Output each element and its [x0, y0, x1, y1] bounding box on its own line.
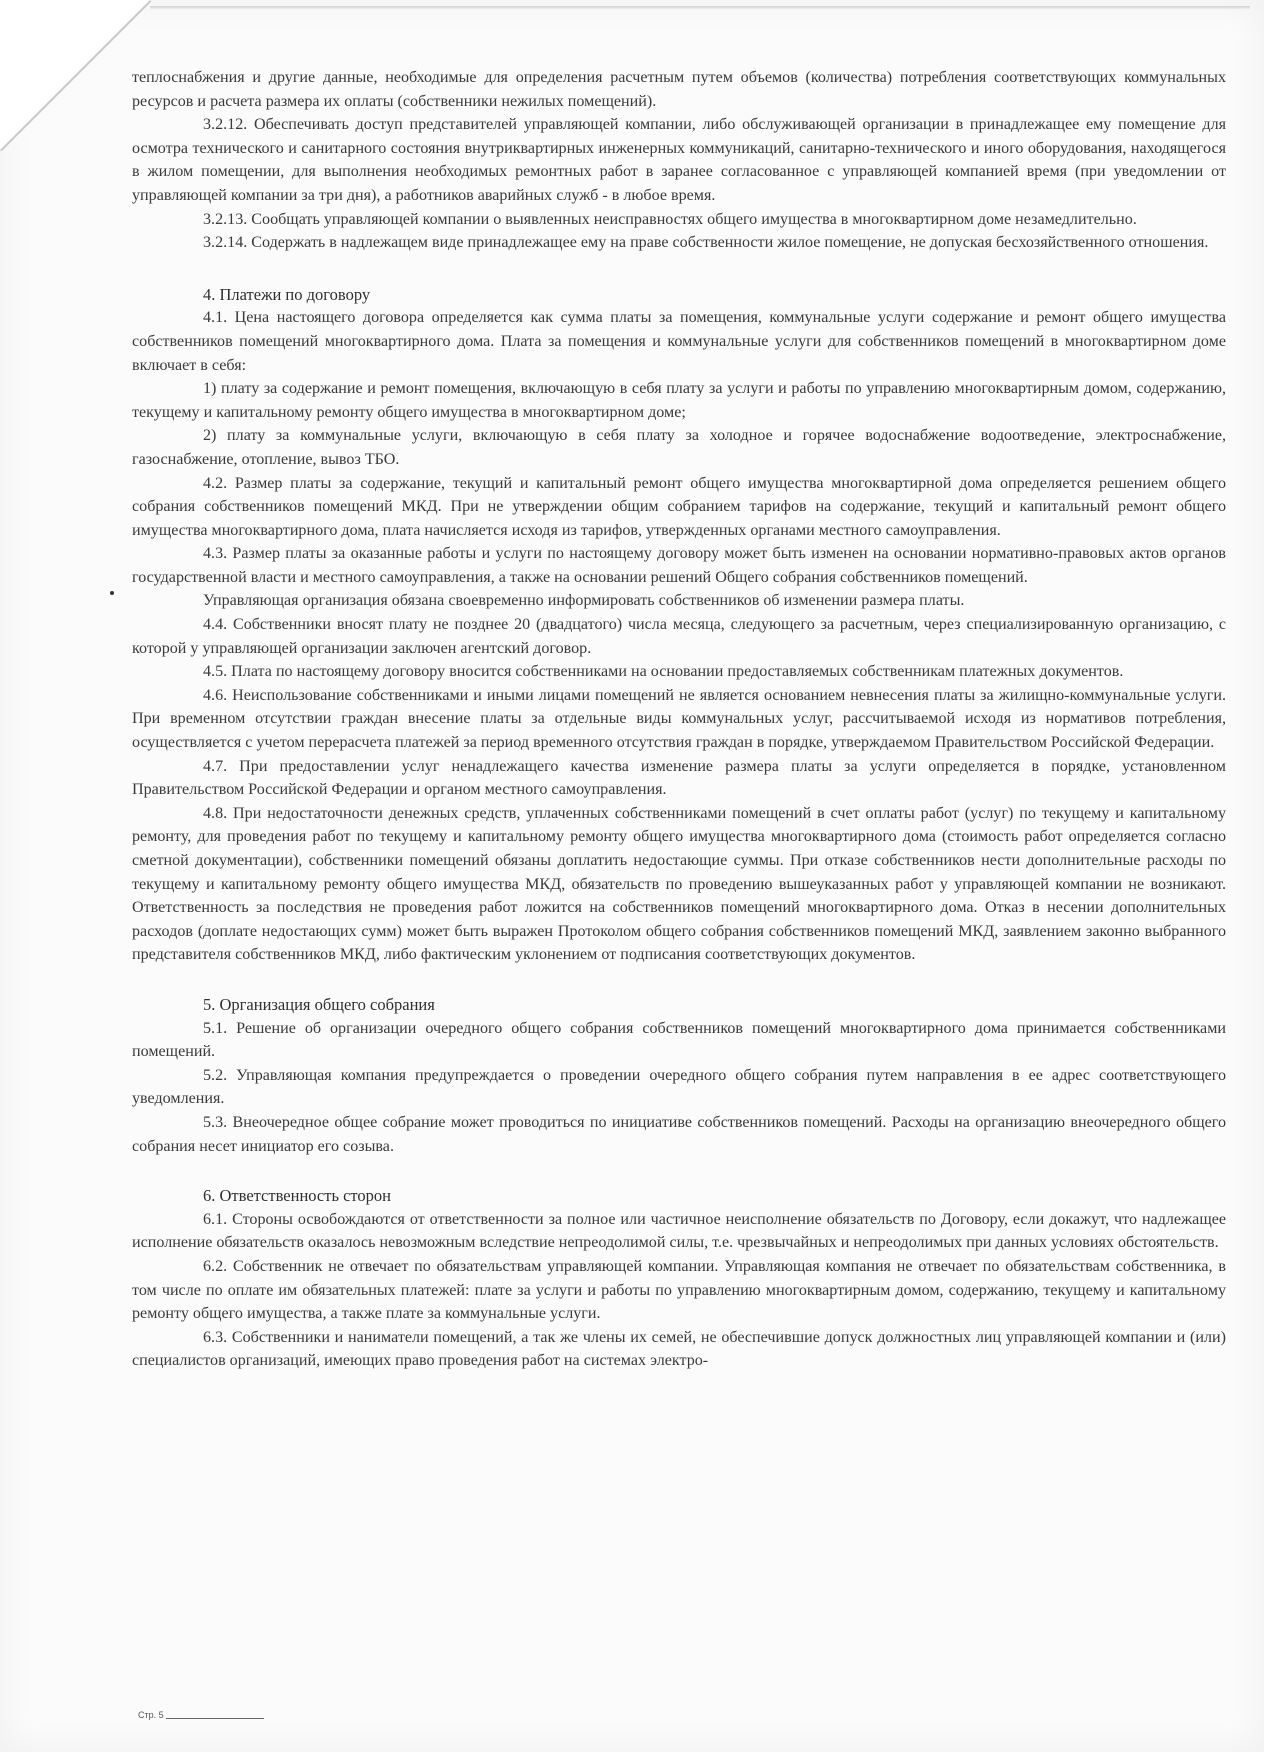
page-footer [138, 1710, 264, 1720]
paragraph-3-2-13: 3.2.13. Сообщать управляющей компании о выявленных неисправностях общего имущества в многоквартирном доме незамедлительно. [203, 210, 1137, 228]
paragraph-4-3-note: Управляющая организация обязана своевременно информировать собственников об изменении размера платы. [203, 592, 965, 610]
paragraph-5-3: 5.3. Внеочередное общее собрание может проводиться по инициативе собственников помещений. Расходы на организацию внеочередного общего собрания несет инициатор его созыва. [132, 1113, 1226, 1155]
paragraph-4-8: 4.8. При недостаточности денежных средств, уплаченных собственниками помещений в счет оплаты работ (услуг) по текущему и капитальному ремонту, для проведения работ по текущему и капитальному ремонту общего имущества многоквартирного дома (стоимость работ определяется согласно сметной документации), собственники помещений обязаны доплатить недостающие суммы. При отказе собственников нести дополнительные расходы по текущему и капитальному ремонту общего имущества МКД, обязательств по проведению вышеуказанных работ у управляющей компании не возникают. Ответственность за последствия не проведения работ ложится на собственников помещений многоквартирного дома. Отказ в несении дополнительных расходов (доплате недостающих сумм) может быть выражен Протоколом общего собрания собственников помещений МКД, заявлением законно выбранного представителя собственников МКД, либо фактическим уклонением от подписания соответствующих документов. [132, 804, 1226, 964]
section-5-heading: 5. Организация общего собрания [203, 994, 435, 1014]
paragraph-4-3: 4.3. Размер платы за оказанные работы и услуги по настоящему договору может быть изменен на основании нормативно-правовых актов органов государственной власти и местного самоуправления, а также на основании решений Общего собрания собственников помещений. [132, 545, 1226, 586]
section-4-heading: 4. Платежи по договору [203, 284, 371, 304]
page-number-label: Стр. 5 [138, 1710, 164, 1720]
paragraph-4-5: 4.5. Плата по настоящему договору вносится собственниками на основании предоставляемых собственникам платежных документов. [203, 663, 1124, 681]
page-number-line [166, 1718, 264, 1719]
section-6-heading: 6. Ответственность сторон [203, 1186, 392, 1206]
paragraph-3-2-12: 3.2.12. Обеспечивать доступ представителей управляющей компании, либо обслуживающей организации в принадлежащее ему помещение для осмотра технического и санитарного состояния внутриквартирных инженерных коммуникаций, санитарно-технического и иного оборудования, находящегося в жилом помещении, для выполнения необходимых ремонтных работ в заранее согласованное с управляющей компанией время (при уведомлении от управляющей компании за три дня), а работников аварийных служб - в любое время. [132, 116, 1226, 204]
paragraph-4-1-item-2: 2) плату за коммунальные услуги, включающую в себя плату за холодное и горячее водоснабжение водоотведение, электроснабжение, газоснабжение, отопление, вывоз ТБО. [132, 427, 1226, 468]
paragraph-5-2: 5.2. Управляющая компания предупреждается о проведении очередного общего собрания путем направления в ее адрес соответствующего уведомления. [132, 1066, 1226, 1108]
paragraph-4-6: 4.6. Неиспользование собственниками и иными лицами помещений не является основанием невнесения платы за жилищно-коммунальные услуги. При временном отсутствии граждан внесение платы за отдельные виды коммунальных услуг, рассчитываемой исходя из нормативов потребления, осуществляется с учетом перерасчета платежей за период временного отсутствия граждан в порядке, утверждаемом Правительством Российской Федерации. [132, 686, 1226, 752]
document-body [132, 66, 1226, 1373]
paragraph-3-2-14: 3.2.14. Содержать в надлежащем виде принадлежащее ему на праве собственности жилое помещение, не допуская бесхозяйственного отношения. [203, 234, 1209, 252]
paragraph-4-7: 4.7. При предоставлении услуг ненадлежащего качества изменение размера платы за услуги определяется в порядке, установленном Правительством Российской Федерации и органом местного самоуправления. [132, 757, 1226, 799]
paragraph-5-1: 5.1. Решение об организации очередного общего собрания собственников помещений многоквартирного дома принимается собственниками помещений. [132, 1019, 1226, 1061]
paragraph-6-3: 6.3. Собственники и наниматели помещений, а так же члены их семей, не обеспечившие допуск должностных лиц управляющей компании и (или) специалистов организаций, имеющих право проведения работ на системах электро- [132, 1328, 1226, 1370]
paragraph-4-2: 4.2. Размер платы за содержание, текущий и капитальный ремонт общего имущества многоквартирной дома определяется решением общего собрания собственников помещений МКД. При не утверждении общим собранием тарифов на содержание, текущий и капитальный ремонт общего имущества многоквартирного дома, плата начисляется исходя из тарифов, утвержденных органами местного самоуправления. [132, 474, 1226, 539]
page-top-edge [150, 6, 1250, 10]
ink-dot [110, 591, 114, 595]
paragraph-4-1-item-1: 1) плату за содержание и ремонт помещения, включающую в себя плату за услуги и работы по управлению многоквартирным домом, содержанию, текущему и капитальному ремонту общего имущества в многоквартирном доме; [132, 380, 1226, 421]
paragraph-6-2: 6.2. Собственник не отвечает по обязательствам управляющей компании. Управляющая компания не отвечает по обязательствам собственника, в том числе по оплате им обязательных платежей: плате за услуги и работы по управлению многоквартирным домом, содержанию, текущему и капитальному ремонту общего имущества, а также плате за коммунальные услуги. [132, 1257, 1226, 1323]
paragraph-6-1: 6.1. Стороны освобождаются от ответственности за полное или частичное неисполнение обязательств по Договору, если докажут, что надлежащее исполнение обязательств оказалось невозможным вследствие непреодолимой силы, т.е. чрезвычайных и непреодолимых при данных условиях обстоятельств. [132, 1210, 1226, 1252]
paragraph-3-2-11-end: теплоснабжения и другие данные, необходимые для определения расчетным путем объемов (количества) потребления соответствующих коммунальных ресурсов и расчета размера их оплаты (собственники нежилых помещений). [132, 69, 1226, 110]
paragraph-4-1: 4.1. Цена настоящего договора определяется как сумма платы за помещения, коммунальные услуги содержание и ремонт общего имущества собственников помещений многоквартирного дома. Плата за помещения и коммунальные услуги для собственников помещений в многоквартирном доме включает в себя: [132, 309, 1226, 374]
paragraph-4-4: 4.4. Собственники вносят плату не позднее 20 (двадцатого) числа месяца, следующего за расчетным, через специализированную организацию, с которой у управляющей организации заключен агентский договор. [132, 616, 1226, 657]
